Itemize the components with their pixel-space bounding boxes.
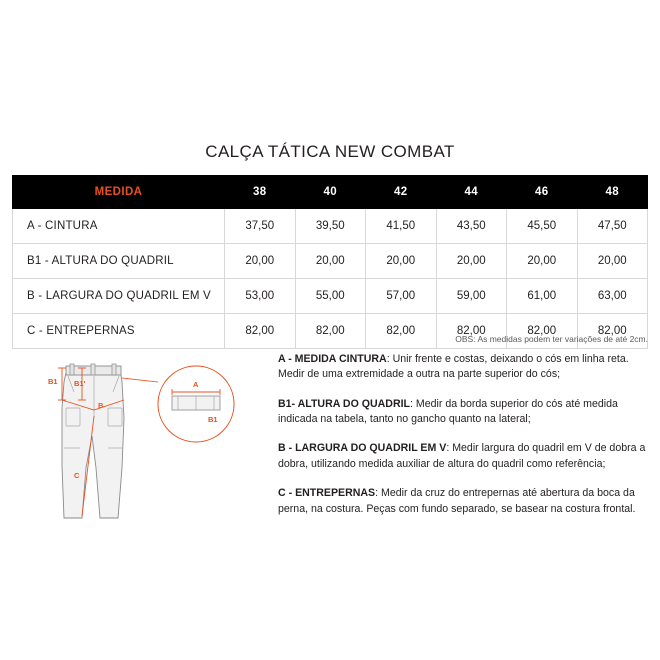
instruction-b1-text: : Medir da borda superior do cós até medida indicada na tabela, tanto no gancho quanto na lateral; <box>278 397 618 426</box>
instruction-b-term: B - LARGURA DO QUADRIL EM V <box>278 442 447 455</box>
instruction-c <box>278 486 646 517</box>
diagram-label-b1-left: B1 <box>48 377 58 386</box>
cell-cintura-48: 47,50 <box>577 209 648 244</box>
cell-cintura-42: 41,50 <box>366 209 437 244</box>
table-header-row <box>13 176 648 209</box>
cell-largura-46: 61,00 <box>507 279 578 314</box>
instruction-a-text: : Unir frente e costas, deixando o cós em linha reta. Medir de uma extremidade a outra na parte superior do cós; <box>278 353 629 381</box>
header-cell-medida: MEDIDA <box>13 176 225 209</box>
diagram-label-b: B <box>98 401 104 410</box>
size-table-header <box>13 176 648 209</box>
cell-cintura-46: 45,50 <box>507 209 578 244</box>
cell-largura-42: 57,00 <box>366 279 437 314</box>
callout-label-a: A <box>193 380 199 389</box>
instruction-b <box>278 441 646 472</box>
diagram-label-c: C <box>74 471 80 480</box>
cell-entrepernas-42: 82,00 <box>366 314 437 349</box>
size-table-body <box>13 209 648 349</box>
row-label-cintura: A - CINTURA <box>13 209 225 244</box>
table-row <box>13 209 648 244</box>
diagram-label-b1-gancho: B1' <box>74 379 86 388</box>
table-row <box>13 244 648 279</box>
cell-largura-44: 59,00 <box>436 279 507 314</box>
header-cell-40: 40 <box>295 176 366 209</box>
cell-entrepernas-48: 82,00 <box>577 314 648 349</box>
cell-altura-40: 20,00 <box>295 244 366 279</box>
cell-largura-48: 63,00 <box>577 279 648 314</box>
cell-altura-42: 20,00 <box>366 244 437 279</box>
cell-cintura-40: 39,50 <box>295 209 366 244</box>
cell-entrepernas-40: 82,00 <box>295 314 366 349</box>
header-cell-44: 44 <box>436 176 507 209</box>
pants-measurement-diagram <box>12 348 262 548</box>
page-title: CALÇA TÁTICA NEW COMBAT <box>205 142 455 161</box>
table-note: OBS: As medidas podem ter variações de até 2cm. <box>455 334 648 344</box>
cell-largura-40: 55,00 <box>295 279 366 314</box>
instruction-a <box>278 352 646 383</box>
callout-label-b1: B1 <box>208 415 218 424</box>
cell-entrepernas-38: 82,00 <box>225 314 296 349</box>
header-cell-42: 42 <box>366 176 437 209</box>
table-row <box>13 279 648 314</box>
row-label-altura-quadril: B1 - ALTURA DO QUADRIL <box>13 244 225 279</box>
measurement-instructions <box>278 352 646 531</box>
cell-entrepernas-46: 82,00 <box>507 314 578 349</box>
cell-altura-44: 20,00 <box>436 244 507 279</box>
instruction-c-text: : Medir da cruz do entrepernas até abertura da boca da perna, na costura. Peças com fundo separado, se basear na costura frontal. <box>278 487 636 515</box>
cell-cintura-44: 43,50 <box>436 209 507 244</box>
cell-altura-48: 20,00 <box>577 244 648 279</box>
instruction-c-term: C - ENTREPERNAS <box>278 487 376 500</box>
header-cell-46: 46 <box>507 176 578 209</box>
size-table <box>12 175 648 349</box>
instruction-a-term: A - MEDIDA CINTURA <box>278 353 387 365</box>
instruction-b-text: : Medir largura do quadril em V de dobra a dobra, utilizando medida auxiliar de altura do quadril como referência; <box>278 442 646 470</box>
header-cell-38: 38 <box>225 176 296 209</box>
cell-largura-38: 53,00 <box>225 279 296 314</box>
cell-altura-46: 20,00 <box>507 244 578 279</box>
instruction-b1-term: B1- ALTURA DO QUADRIL <box>278 397 411 410</box>
cell-altura-38: 20,00 <box>225 244 296 279</box>
pants-diagram-svg <box>12 348 262 548</box>
row-label-entrepernas: C - ENTREPERNAS <box>13 314 225 349</box>
row-label-largura-quadril: B - LARGURA DO QUADRIL EM V <box>13 279 225 314</box>
instruction-b1 <box>278 397 646 428</box>
cell-entrepernas-44: 82,00 <box>436 314 507 349</box>
cell-cintura-38: 37,50 <box>225 209 296 244</box>
header-cell-48: 48 <box>577 176 648 209</box>
